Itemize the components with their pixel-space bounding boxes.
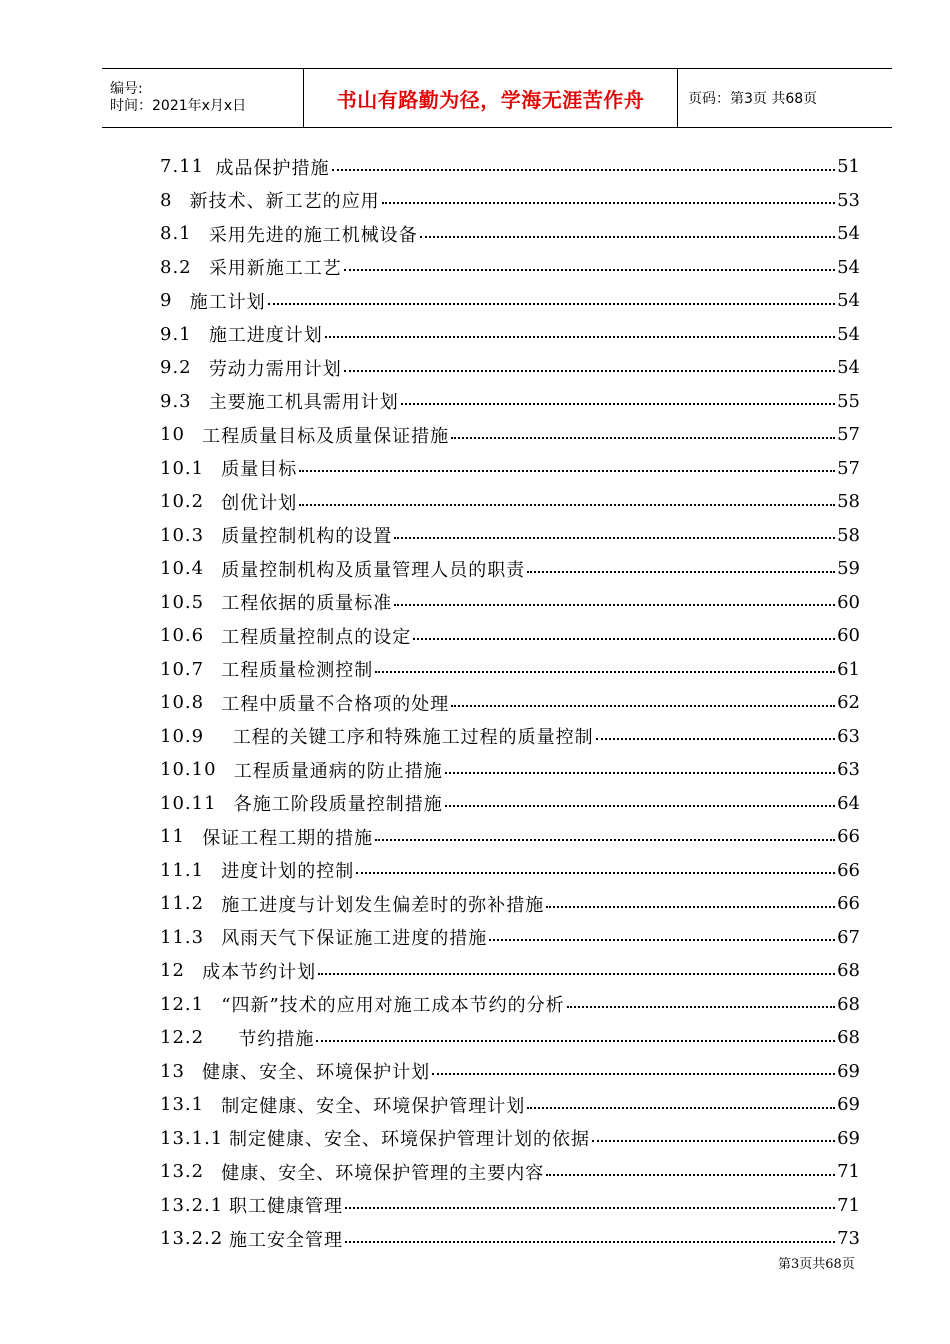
toc-entry-page: 68	[837, 1027, 860, 1049]
toc-dot-leader	[527, 553, 835, 573]
toc-entry-gap	[217, 759, 234, 780]
toc-dot-leader	[316, 1022, 835, 1042]
toc-entry-gap	[204, 927, 221, 948]
toc-entry-page: 54	[837, 290, 860, 312]
toc-entry-gap	[192, 324, 209, 345]
toc-entry-page: 60	[837, 591, 860, 613]
toc-entry[interactable]	[160, 351, 860, 385]
toc-entry[interactable]	[160, 921, 860, 955]
toc-entry-gap	[185, 1061, 202, 1082]
toc-entry-page: 66	[837, 893, 860, 915]
toc-entry-title: 成品保护措施	[215, 157, 330, 179]
toc-entry-gap	[204, 592, 221, 613]
toc-entry-number: 8.1	[160, 223, 192, 245]
toc-entry-page: 67	[837, 926, 860, 948]
toc-dot-leader	[596, 720, 835, 740]
toc-entry[interactable]	[160, 1222, 860, 1256]
toc-entry[interactable]	[160, 184, 860, 218]
toc-entry-title: 节约措施	[238, 1028, 315, 1050]
toc-entry-number: 10.6	[160, 625, 205, 647]
toc-dot-leader	[451, 419, 835, 439]
toc-dot-leader	[592, 1122, 835, 1142]
toc-entry-number: 11.3	[160, 926, 205, 948]
toc-entry-gap	[204, 726, 233, 747]
toc-entry[interactable]	[160, 385, 860, 419]
toc-entry-gap	[185, 826, 202, 847]
toc-entry[interactable]	[160, 1088, 860, 1122]
toc-entry-title: 制定健康、安全、环境保护管理计划	[221, 1095, 526, 1117]
toc-entry-gap	[185, 960, 202, 981]
toc-entry-page: 57	[837, 424, 860, 446]
toc-entry-page: 55	[837, 390, 860, 412]
toc-entry-title: 施工安全管理	[229, 1229, 343, 1251]
toc-entry[interactable]	[160, 485, 860, 519]
toc-entry-number: 10.8	[160, 692, 205, 714]
toc-dot-leader	[344, 352, 835, 372]
toc-entry-number: 10.9	[160, 725, 205, 747]
toc-entry[interactable]	[160, 318, 860, 352]
toc-entry-gap	[192, 223, 209, 244]
toc-entry-title: 制定健康、安全、环境保护管理计划的依据	[229, 1129, 590, 1151]
toc-entry-gap	[172, 190, 189, 211]
toc-dot-leader	[394, 586, 835, 606]
toc-entry-gap	[204, 1161, 221, 1182]
toc-entry-page: 68	[837, 993, 860, 1015]
toc-entry[interactable]	[160, 686, 860, 720]
toc-entry-number: 10.10	[160, 759, 217, 781]
page-info: 页码：第3页 共68页	[688, 91, 818, 107]
toc-dot-leader	[375, 821, 835, 841]
toc-entry-gap	[192, 357, 209, 378]
toc-entry-page: 69	[837, 1127, 860, 1149]
toc-entry-page: 61	[837, 658, 860, 680]
toc-entry-title: 工程质量通病的防止措施	[233, 760, 443, 782]
toc-entry-number: 13.1	[160, 1094, 205, 1116]
toc-entry-title: 工程质量检测控制	[221, 660, 374, 682]
toc-entry[interactable]	[160, 753, 860, 787]
toc-entry-number: 8	[160, 189, 173, 211]
toc-entry[interactable]	[160, 954, 860, 988]
toc-entry-page: 59	[837, 558, 860, 580]
toc-entry-gap	[217, 793, 234, 814]
toc-entry-title: 施工计划	[189, 291, 266, 313]
toc-entry-number: 10.11	[160, 792, 217, 814]
toc-entry[interactable]	[160, 1189, 860, 1223]
toc-entry-page: 69	[837, 1060, 860, 1082]
toc-dot-leader	[375, 653, 835, 673]
toc-entry-page: 60	[837, 625, 860, 647]
toc-dot-leader	[527, 1089, 835, 1109]
toc-entry-title: 工程中质量不合格项的处理	[221, 693, 450, 715]
toc-entry-gap	[204, 625, 221, 646]
header-page-cell	[678, 69, 892, 127]
toc-dot-leader	[432, 1055, 835, 1075]
toc-dot-leader	[325, 318, 835, 338]
toc-entry-page: 63	[837, 759, 860, 781]
toc-entry[interactable]	[160, 720, 860, 754]
toc-entry[interactable]	[160, 887, 860, 921]
toc-entry-title: 施工进度与计划发生偏差时的弥补措施	[221, 894, 545, 916]
toc-entry[interactable]	[160, 251, 860, 285]
toc-entry-title: 新技术、新工艺的应用	[189, 191, 380, 213]
toc-entry-page: 57	[837, 457, 860, 479]
toc-entry-gap	[204, 692, 221, 713]
toc-entry-title: 各施工阶段质量控制措施	[233, 794, 443, 816]
toc-entry-number: 11	[160, 826, 185, 848]
toc-entry-number: 13	[160, 1060, 185, 1082]
toc-entry-page: 62	[837, 692, 860, 714]
toc-entry-title: 施工进度计划	[208, 325, 323, 347]
toc-dot-leader	[382, 184, 835, 204]
toc-entry[interactable]	[160, 284, 860, 318]
toc-entry-number: 9.1	[160, 323, 192, 345]
toc-dot-leader	[268, 285, 835, 305]
toc-entry[interactable]	[160, 787, 860, 821]
toc-entry-gap	[204, 860, 221, 881]
toc-entry-title: 质量控制机构及质量管理人员的职责	[221, 559, 526, 581]
toc-entry-number: 11.2	[160, 893, 205, 915]
toc-dot-leader	[401, 385, 835, 405]
toc-dot-leader	[567, 988, 835, 1008]
toc-entry-page: 66	[837, 859, 860, 881]
toc-entry-number: 13.1.1	[160, 1127, 224, 1149]
toc-entry-number: 7.11	[160, 156, 205, 178]
toc-entry-title: 采用先进的施工机械设备	[208, 224, 418, 246]
time-label: 时间：2021年x月x日	[110, 98, 247, 114]
toc-dot-leader	[413, 620, 835, 640]
toc-entry[interactable]	[160, 452, 860, 486]
toc-entry-gap	[204, 156, 215, 177]
toc-entry-number: 13.2	[160, 1161, 205, 1183]
toc-dot-leader	[420, 218, 835, 238]
toc-dot-leader	[299, 452, 835, 472]
toc-entry-page: 64	[837, 792, 860, 814]
footer-page-text: 第3页共68页	[778, 1257, 855, 1272]
motto-text: 书山有路勤为径，学海无涯苦作舟	[336, 87, 645, 112]
toc-entry-gap	[204, 1094, 221, 1115]
toc-entry-gap	[204, 994, 221, 1015]
toc-dot-leader	[299, 486, 835, 506]
toc-entry-page: 54	[837, 256, 860, 278]
page-footer	[778, 1253, 855, 1272]
toc-dot-leader	[546, 888, 835, 908]
toc-entry-title: 主要施工机具需用计划	[208, 392, 399, 414]
toc-dot-leader	[546, 1156, 835, 1176]
toc-entry-page: 54	[837, 357, 860, 379]
toc-dot-leader	[345, 1189, 835, 1209]
toc-entry-page: 58	[837, 491, 860, 513]
toc-entry-page: 51	[837, 156, 860, 178]
toc-entry[interactable]	[160, 217, 860, 251]
toc-entry[interactable]	[160, 1021, 860, 1055]
toc-entry-number: 10	[160, 424, 185, 446]
toc-entry-number: 12.2	[160, 1027, 205, 1049]
toc-entry-page: 71	[837, 1161, 860, 1183]
toc-entry[interactable]	[160, 586, 860, 620]
toc-entry-title: 健康、安全、环境保护管理的主要内容	[221, 1162, 545, 1184]
toc-entry[interactable]	[160, 418, 860, 452]
toc-entry-page: 66	[837, 826, 860, 848]
toc-entry-gap	[204, 1027, 238, 1048]
header-meta-cell	[102, 69, 304, 127]
toc-entry[interactable]	[160, 988, 860, 1022]
toc-entry-title: 健康、安全、环境保护计划	[202, 1062, 431, 1084]
toc-entry-page: 71	[837, 1194, 860, 1216]
page-header	[102, 68, 892, 128]
toc-entry-title: 劳动力需用计划	[208, 358, 342, 380]
toc-entry-number: 8.2	[160, 256, 192, 278]
toc-entry-page: 68	[837, 960, 860, 982]
toc-entry[interactable]	[160, 653, 860, 687]
toc-entry-title: 质量目标	[221, 459, 298, 481]
toc-entry[interactable]	[160, 820, 860, 854]
toc-entry[interactable]	[160, 619, 860, 653]
toc-entry-gap	[204, 458, 221, 479]
toc-entry-page: 53	[837, 189, 860, 211]
toc-dot-leader	[345, 1223, 835, 1243]
toc-entry-number: 13.2.2	[160, 1228, 224, 1250]
toc-dot-leader	[445, 754, 835, 774]
toc-dot-leader	[356, 854, 835, 874]
toc-entry-gap	[172, 290, 189, 311]
toc-entry[interactable]	[160, 150, 860, 184]
toc-entry-gap	[204, 525, 221, 546]
toc-entry-page: 54	[837, 223, 860, 245]
toc-entry-number: 12	[160, 960, 185, 982]
toc-entry[interactable]	[160, 1155, 860, 1189]
toc-entry-title: 质量控制机构的设置	[221, 526, 393, 548]
toc-entry[interactable]	[160, 552, 860, 586]
toc-entry-title: 采用新施工工艺	[208, 258, 342, 280]
toc-entry-gap	[204, 659, 221, 680]
toc-dot-leader	[394, 519, 835, 539]
toc-entry-gap	[192, 391, 209, 412]
toc-entry-title: 工程质量目标及质量保证措施	[202, 425, 450, 447]
toc-entry-page: 58	[837, 524, 860, 546]
code-label: 编号:	[110, 81, 143, 97]
toc-entry-gap	[192, 257, 209, 278]
toc-entry-number: 9.3	[160, 390, 192, 412]
toc-entry-title: 风雨天气下保证施工进度的措施	[221, 928, 488, 950]
toc-entry-title: 工程的关键工序和特殊施工过程的质量控制	[232, 727, 594, 749]
toc-entry-title: 进度计划的控制	[221, 861, 355, 883]
toc-entry-page: 54	[837, 323, 860, 345]
toc-entry-gap	[204, 491, 221, 512]
toc-entry-title: 职工健康管理	[229, 1196, 343, 1218]
toc-entry-number: 10.7	[160, 658, 205, 680]
toc-entry-title: 工程依据的质量标准	[221, 593, 393, 615]
toc-entry[interactable]	[160, 519, 860, 553]
toc-entry[interactable]	[160, 854, 860, 888]
header-motto-cell	[304, 69, 678, 127]
toc-dot-leader	[318, 955, 835, 975]
toc-entry-number: 10.3	[160, 524, 205, 546]
toc-entry-gap	[204, 893, 221, 914]
toc-entry-gap	[185, 424, 202, 445]
toc-entry-page: 73	[837, 1228, 860, 1250]
toc-entry-title: 工程质量控制点的设定	[221, 626, 412, 648]
toc-entry-number: 10.5	[160, 591, 205, 613]
toc-entry-number: 10.4	[160, 558, 205, 580]
toc-entry-number: 12.1	[160, 993, 205, 1015]
toc-entry-number: 9	[160, 290, 173, 312]
toc-entry[interactable]	[160, 1055, 860, 1089]
toc-entry-page: 63	[837, 725, 860, 747]
toc-entry-title: 创优计划	[221, 492, 298, 514]
toc-entry-number: 13.2.1	[160, 1194, 224, 1216]
toc-dot-leader	[451, 687, 835, 707]
toc-dot-leader	[489, 921, 835, 941]
toc-entry[interactable]	[160, 1122, 860, 1156]
toc-entry-title: 成本节约计划	[202, 961, 317, 983]
toc-entry-number: 11.1	[160, 859, 205, 881]
toc-entry-title: 保证工程工期的措施	[202, 827, 374, 849]
toc-dot-leader	[332, 151, 836, 171]
toc-dot-leader	[344, 251, 835, 271]
table-of-contents	[160, 150, 860, 1256]
toc-dot-leader	[445, 787, 835, 807]
toc-entry-title: “四新”技术的应用对施工成本节约的分析	[221, 995, 565, 1017]
toc-entry-number: 10.1	[160, 457, 205, 479]
toc-entry-gap	[204, 558, 221, 579]
toc-entry-number: 9.2	[160, 357, 192, 379]
toc-entry-number: 10.2	[160, 491, 205, 513]
toc-entry-page: 69	[837, 1094, 860, 1116]
